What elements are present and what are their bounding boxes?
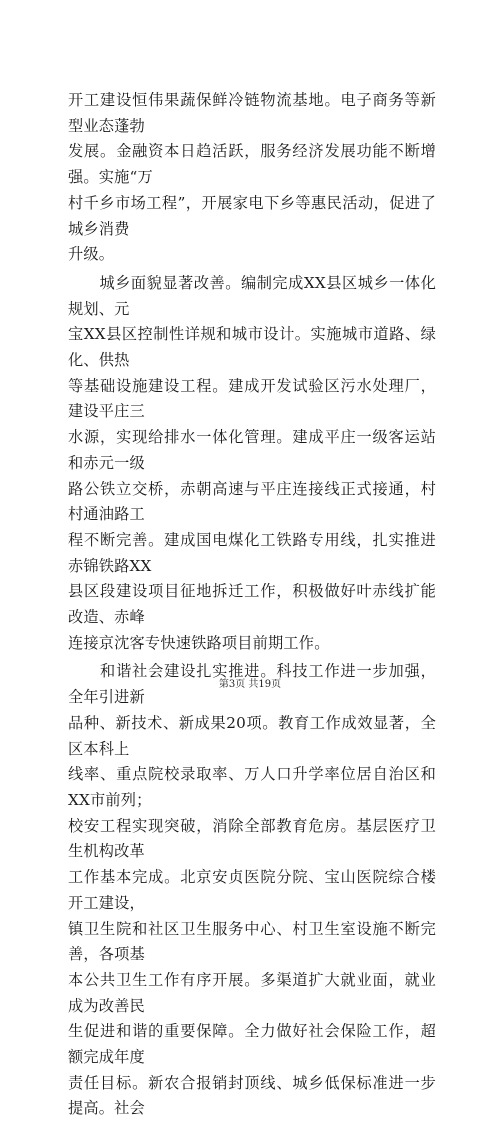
text-line: 和谐社会建设扎实推进。科技工作进一步加强，全年引进新 — [68, 662, 436, 707]
text-line: 责任目标。新农合报销封顶线、城乡低保标准进一步提高。社会 — [68, 1073, 436, 1118]
text-line: 宝XX县区控制性详规和城市设计。实施城市道路、绿化、供热 — [68, 325, 436, 370]
paragraph-urban-rural — [68, 271, 436, 657]
text-line: 工作基本完成。北京安贞医院分院、宝山医院综合楼开工建设， — [68, 868, 436, 912]
page-footer: 第3页 共19页 — [218, 679, 282, 690]
text-line: 等基础设施建设工程。建成开发试验区污水处理厂，建设平庄三 — [68, 376, 436, 421]
text-line: 品种、新技术、新成果20项。教育工作成效显著，全区本科上 — [68, 713, 436, 758]
text-line: 本公共卫生工作有序开展。多渠道扩大就业面，就业成为改善民 — [68, 970, 436, 1015]
text-line: 连接京沈客专快速铁路项目前期工作。 — [68, 633, 330, 652]
text-line: 发展。金融资本日趋活跃，服务经济发展功能不断增强。实施“万 — [68, 142, 436, 187]
text-line: 校安工程实现突破，消除全部教育危房。基层医疗卫生机构改革 — [68, 816, 436, 861]
text-line: 路公铁立交桥，赤朝高速与平庄连接线正式接通，村村通油路工 — [68, 479, 436, 524]
text-line: 镇卫生院和社区卫生服务中心、村卫生室设施不断完善，各项基 — [68, 919, 436, 964]
text-line: 水源，实现给排水一体化管理。建成平庄一级客运站和赤元一级 — [68, 428, 436, 472]
document-body — [68, 88, 436, 1122]
text-line: 生促进和谐的重要保障。全力做好社会保险工作，超额完成年度 — [68, 1022, 436, 1067]
text-line: 村千乡市场工程”，开展家电下乡等惠民活动，促进了城乡消费 — [68, 193, 436, 238]
text-line: 县区段建设项目征地拆迁工作，积极做好叶赤线扩能改造、赤峰 — [68, 582, 436, 627]
text-line: 程不断完善。建成国电煤化工铁路专用线，扎实推进赤锦铁路XX — [68, 530, 436, 575]
text-line: 城乡面貌显著改善。编制完成XX县区城乡一体化规划、元 — [68, 273, 436, 318]
text-line: 线率、重点院校录取率、万人口升学率位居自治区和XX市前列； — [68, 765, 436, 809]
paragraph-commerce — [68, 88, 436, 268]
text-line: 开工建设恒伟果蔬保鲜冷链物流基地。电子商务等新型业态蓬勃 — [68, 91, 436, 135]
text-line: 升级。 — [68, 245, 115, 264]
paragraph-social — [68, 659, 436, 1122]
